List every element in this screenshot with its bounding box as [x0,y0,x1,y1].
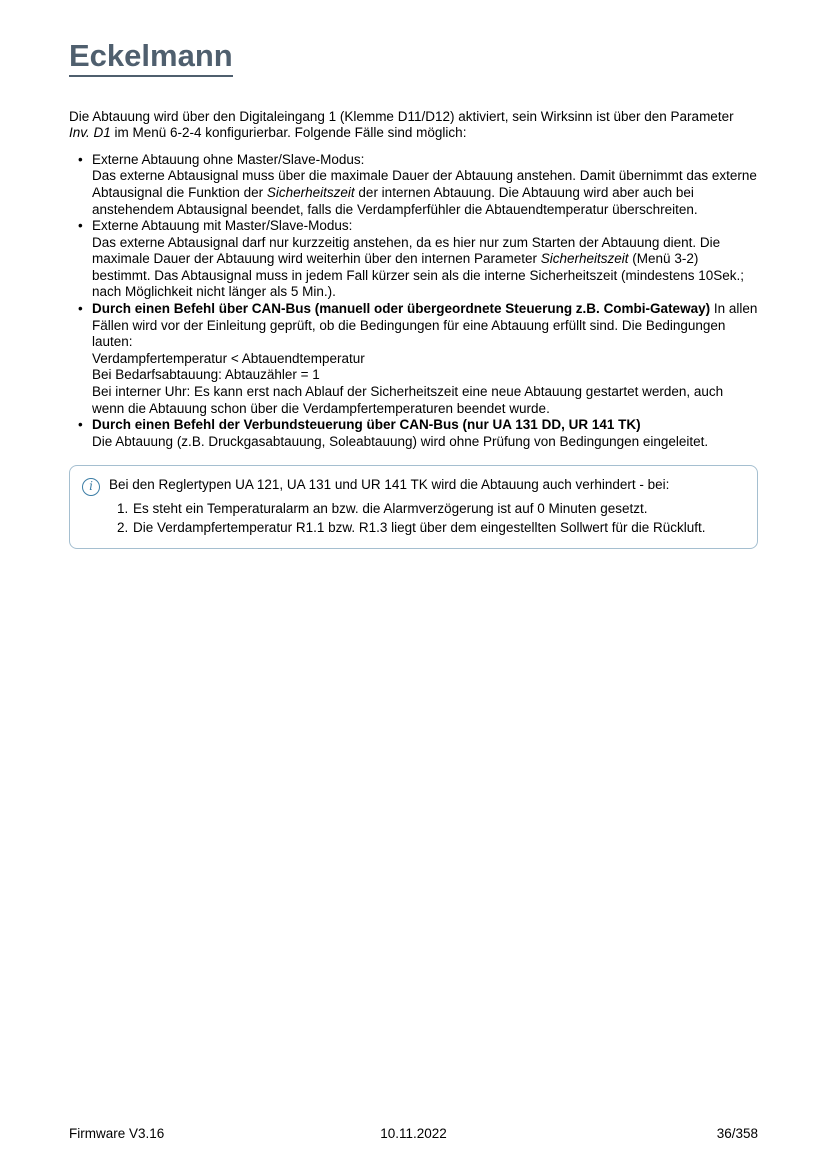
numbered-list [109,501,743,536]
bullet-icon: • [78,218,83,234]
bullet-line: Bei Bedarfsabtauung: Abtauzähler = 1 [92,367,320,383]
bullet-list [69,152,758,451]
bullet-icon: • [78,151,83,167]
list-item [78,152,758,218]
footer-page-number: 36/358 [716,1126,758,1141]
numbered-item [117,501,743,518]
bullet-line: Bei interner Uhr: Es kann erst nach Ablauf der Sicherheitszeit eine neue Abtauung gestartet werden, auch wenn die Abtauung schon über die Verdampfertemperaturen beendet wurde. [92,384,724,416]
item-text: Die Verdampfertemperatur R1.1 bzw. R1.3 liegt über dem eingestellten Sollwert für die Rückluft. [133,519,706,535]
page-footer [69,1126,758,1141]
intro-paragraph: Die Abtauung wird über den Digitaleingang 1 (Klemme D11/D12) aktiviert, sein Wirksinn ist über den Parameter Inv. D1 im Menü 6-2-4 konfigurierbar. Folgende Fälle sind möglich: [69,108,734,141]
bullet-line: Das externe Abtausignal muss über die maximale Dauer der Abtauung anstehen. Damit übernimmt das externe Abtausignal die Funktion der Sicherheitszeit der internen Abtauung. Die Abtauung wird aber auch bei anstehendem Abtausignal beendet, falls die Verdampferfühler die Abtauendtemperatur überschreiten. [92,168,757,217]
info-intro: Bei den Reglertypen UA 121, UA 131 und UR 141 TK wird die Abtauung auch verhindert - bei: [109,477,670,493]
bullet-line: Durch einen Befehl der Verbundsteuerung über CAN-Bus (nur UA 131 DD, UR 141 TK) [92,417,641,433]
bullet-line: Verdampfertemperatur < Abtauendtemperatur [92,350,365,366]
list-item [78,417,758,450]
list-item [78,218,758,301]
info-icon: i [82,478,100,496]
bullet-line: Durch einen Befehl über CAN-Bus (manuell oder übergeordnete Steuerung z.B. Combi-Gateway) In allen Fällen wird vor der Einleitung geprüft, ob die Bedingungen für eine Abtauung erfüllt sind. Die Bedingungen lauten: [92,301,758,350]
list-item [78,301,758,417]
bullet-line: Die Abtauung (z.B. Druckgasabtauung, Soleabtauung) wird ohne Prüfung von Bedingungen eingeleitet. [92,433,709,449]
bullet-line: Externe Abtauung ohne Master/Slave-Modus: [92,151,365,167]
numbered-item [117,520,743,537]
bullet-line: Externe Abtauung mit Master/Slave-Modus: [92,218,353,234]
item-number: 1. [117,501,129,517]
bullet-icon: • [78,417,83,433]
footer-date: 10.11.2022 [380,1126,447,1141]
footer-firmware-version: Firmware V3.16 [69,1126,165,1141]
item-number: 2. [117,519,129,535]
bullet-line: Das externe Abtausignal darf nur kurzzeitig anstehen, da es hier nur zum Starten der Abtauung dient. Die maximale Dauer der Abtauung wird weiterhin über den internen Parameter Sicherheitszeit (Menü 3-2) bestimmt. Das Abtausignal muss in jedem Fall kürzer sein als die interne Sicherheitszeit (mindestens 10Sek.; nach Möglichkeit nicht länger als 5 Min.). [92,234,745,300]
bullet-icon: • [78,301,83,317]
info-box [69,465,758,549]
company-logo: Eckelmann [69,40,233,77]
item-text: Es steht ein Temperaturalarm an bzw. die Alarmverzögerung ist auf 0 Minuten gesetzt. [133,501,648,517]
